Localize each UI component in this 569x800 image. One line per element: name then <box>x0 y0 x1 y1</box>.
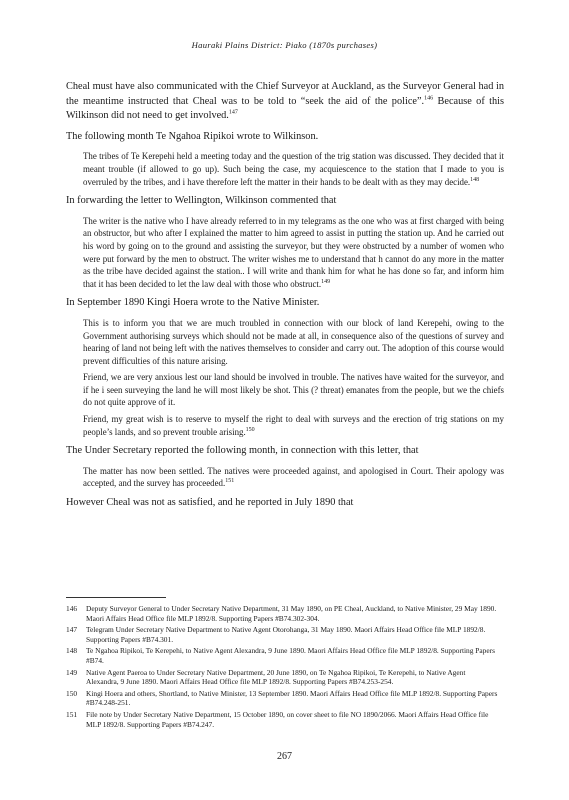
text-run: Because of this Wilkinson did not need to get involved. <box>66 95 505 122</box>
footnote-ref[interactable]: 151 <box>225 478 235 485</box>
footnote-text: File note by Under Secretary Native Department, 15 October 1890, on cover sheet to file NO 1890/2066. Maori Affairs Head Office file MLP 1892/8. Supporting Papers #B74.247. <box>86 709 489 729</box>
footnote <box>66 668 498 687</box>
footnote-number: 149 <box>66 667 78 677</box>
paragraph <box>66 194 504 209</box>
paragraph <box>66 80 504 124</box>
footnote-ref[interactable]: 149 <box>321 278 331 285</box>
footnote-ref[interactable]: 148 <box>470 176 480 183</box>
footnote-divider <box>66 597 166 598</box>
text-run: The Under Secretary reported the following month, in connection with this letter, that <box>66 445 419 457</box>
block-quote <box>83 465 504 490</box>
paragraph <box>66 296 504 311</box>
footnote <box>66 625 498 644</box>
footnote-text: Deputy Surveyor General to Under Secretary Native Department, 31 May 1890, on PE Cheal, Auckland, to Native Minister, 29 May 1890. Maori Affairs Head Office file MLP 1892/8. Supporting Papers #B74.302-304. <box>86 604 497 623</box>
footnote-ref[interactable]: 146 <box>424 95 434 102</box>
paragraph <box>66 444 504 459</box>
footnote-number: 148 <box>66 646 78 656</box>
text-run: The following month Te Ngahoa Ripikoi wrote to Wilkinson. <box>66 130 319 142</box>
block-quote <box>83 150 504 188</box>
footnote-ref[interactable]: 150 <box>245 426 255 433</box>
footnote-number: 147 <box>66 625 78 635</box>
text-run: The matter has now been settled. The natives were proceeded against, and apologised in Court. Their apology was accepted, and the survey has proceeded. <box>83 465 504 489</box>
text-run: The writer is the native who I have already referred to in my telegrams as the one who was at first charged with being an obstructor, but who after I explained the matter to him agreed to assist in putting the station up. And he carried out his word by going on to the ground and assisting the surveyor, but they were obstructed by a number of women who were put forward by the men to obstruct. The writer wishes me to understand that h cannot do any more in the matter as the tribe have decided against the station.. I will write and thank him for what he has done so far, and inform him that it has been decided to let the law deal with those who obstruct. <box>83 215 504 289</box>
footnotes <box>66 604 498 731</box>
footnote-number: 150 <box>66 688 78 698</box>
text-run: In September 1890 Kingi Hoera wrote to the Native Minister. <box>66 297 320 309</box>
block-quote <box>83 215 504 291</box>
block-quote <box>83 317 504 367</box>
text-run: Cheal must have also communicated with the Chief Surveyor at Auckland, as the Surveyor General had in the meantime instructed that Cheal was to be told to “seek the aid of the police”. <box>66 81 504 107</box>
footnote-text: Te Ngahoa Ripikoi, Te Kerepehi, to Native Agent Alexandra, 9 June 1890. Maori Affairs Head Office file MLP 1892/8. Supporting Papers #B74. <box>86 646 495 665</box>
text-run: Friend, we are very anxious lest our land should be involved in trouble. The natives have waited for the surveyor, and if he i seen surveying the land he will most likely be shot. This (? threat) emanates from the people, but we the chiefs do not quite approve of it. <box>83 372 504 408</box>
footnote <box>66 646 498 665</box>
text-run: In forwarding the letter to Wellington, Wilkinson commented that <box>66 195 337 207</box>
running-header: Hauraki Plains District: Piako (1870s purchases) <box>191 40 378 50</box>
text-run: This is to inform you that we are much troubled in connection with our block of land Kerepehi, owing to the Government authorising surveys which should not be made at all, in consequence also of the questions of survey and hearing of land not being left with the natives themselves to consider and carry out. The adoption of this course would prevent difficulties of this nature arising. <box>83 317 504 366</box>
footnote <box>66 710 498 729</box>
footnote <box>66 689 498 708</box>
footnote-number: 151 <box>66 709 78 719</box>
text-run: Friend, my great wish is to reserve to myself the right to deal with surveys and the erection of trig stations on my people’s lands, and so prevent trouble arising. <box>83 414 504 437</box>
footnote-text: Telegram Under Secretary Native Department to Native Agent Otorohanga, 31 May 1890. Maori Affairs Head Office file MLP 1892/8. Supporting Papers #B74.301. <box>86 625 486 644</box>
paragraph <box>66 496 504 511</box>
paragraph <box>66 130 504 145</box>
text-run: The tribes of Te Kerepehi held a meeting today and the question of the trig station was discussed. They decided that it meant trouble (if allowed to go up). Such being the case, my acquiescence to the station that I made to you is overruled by the tribes, and i have therefore left the matter in their hands to be dealt with as they may decide. <box>83 151 504 187</box>
block-quote <box>83 413 504 438</box>
footnote-ref[interactable]: 147 <box>228 109 238 116</box>
footnote <box>66 604 498 623</box>
text-run: However Cheal was not as satisfied, and he reported in July 1890 that <box>66 497 354 509</box>
footnote-text: Native Agent Paeroa to Under Secretary Native Department, 20 June 1890, on Te Ngahoa Ripikoi, Te Kerepehi, to Native Agent Alexandra, 9 June 1890. Maori Affairs Head Office file MLP 1892/8. Supporting Papers #B74.253-254. <box>86 667 466 687</box>
block-quote <box>83 371 504 409</box>
body-text <box>66 80 504 517</box>
footnote-number: 146 <box>66 604 78 613</box>
footnote-text: Kingi Hoera and others, Shortland, to Native Minister, 13 September 1890. Maori Affairs Head Office file MLP 1892/8. Supporting Papers #B74.248-251. <box>86 688 498 708</box>
page-number: 267 <box>277 751 292 762</box>
